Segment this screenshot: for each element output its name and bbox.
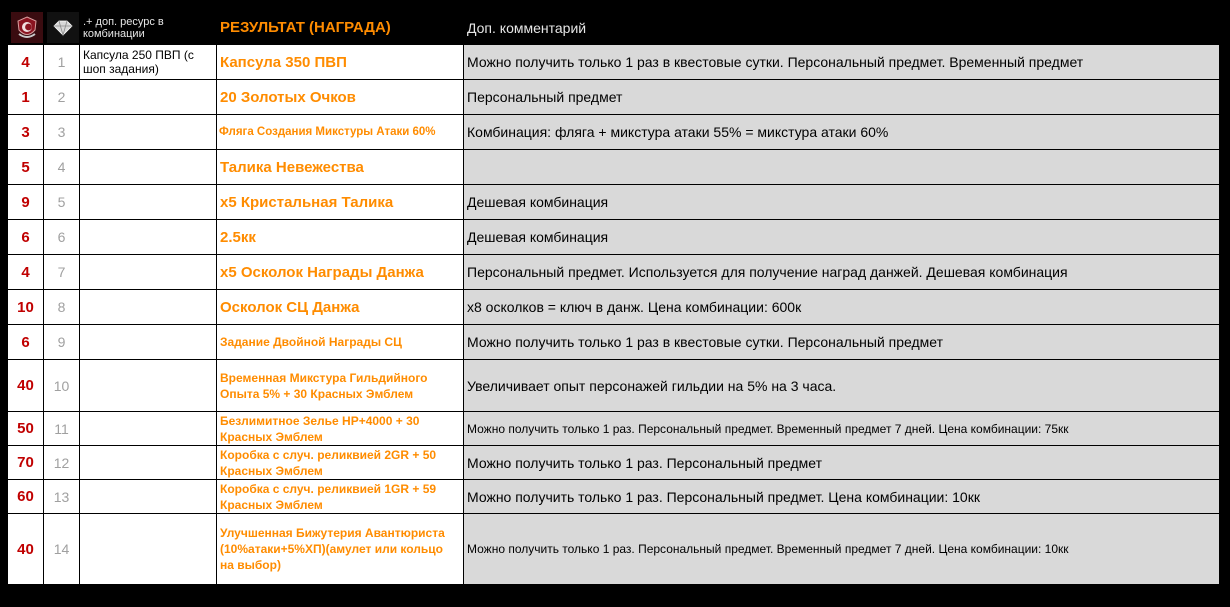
row-number: 5: [44, 185, 80, 220]
result-cell: Улучшенная Бижутерия Авантюриста (10%атаки+5%ХП)(амулет или кольцо на выбор): [217, 514, 464, 585]
cost-cell: 50: [8, 412, 44, 446]
header-num: [44, 11, 80, 45]
table-row: [8, 220, 1220, 255]
result-cell: Капсула 350 ПВП: [217, 45, 464, 80]
comment-cell: Увеличивает опыт персонажей гильдии на 5% на 3 часа.: [464, 360, 1220, 412]
row-number: 1: [44, 45, 80, 80]
cost-cell: 10: [8, 290, 44, 325]
table-row: [8, 255, 1220, 290]
comment-cell: x8 осколков = ключ в данж. Цена комбинации: 600к: [464, 290, 1220, 325]
row-number: 14: [44, 514, 80, 585]
comment-cell: Дешевая комбинация: [464, 220, 1220, 255]
row-number: 3: [44, 115, 80, 150]
header-row: [8, 11, 1220, 45]
row-number: 7: [44, 255, 80, 290]
row-number: 10: [44, 360, 80, 412]
extra-resource-cell: [80, 412, 217, 446]
cost-cell: 5: [8, 150, 44, 185]
table-row: [8, 412, 1220, 446]
result-cell: x5 Кристальная Талика: [217, 185, 464, 220]
crystal-icon: [47, 12, 79, 43]
header-cost: [8, 11, 44, 45]
cost-cell: 70: [8, 446, 44, 480]
rewards-table: [7, 10, 1220, 585]
comment-cell: Персональный предмет: [464, 80, 1220, 115]
extra-resource-cell: [80, 290, 217, 325]
comment-cell: Можно получить только 1 раз. Персональный предмет: [464, 446, 1220, 480]
comment-cell: Можно получить только 1 раз. Персональный предмет. Временный предмет 7 дней. Цена комбинации: 75кк: [464, 412, 1220, 446]
cost-cell: 1: [8, 80, 44, 115]
result-cell: x5 Осколок Награды Данжа: [217, 255, 464, 290]
extra-resource-cell: [80, 480, 217, 514]
table-row: [8, 80, 1220, 115]
row-number: 13: [44, 480, 80, 514]
table-row: [8, 115, 1220, 150]
comment-cell: Можно получить только 1 раз. Персональный предмет. Временный предмет 7 дней. Цена комбинации: 10кк: [464, 514, 1220, 585]
table-row: [8, 45, 1220, 80]
comment-cell: Комбинация: фляга + микстура атаки 55% = микстура атаки 60%: [464, 115, 1220, 150]
comment-cell: [464, 150, 1220, 185]
extra-resource-cell: [80, 185, 217, 220]
cost-cell: 3: [8, 115, 44, 150]
table-row: [8, 360, 1220, 412]
cost-cell: 6: [8, 325, 44, 360]
extra-resource-cell: [80, 255, 217, 290]
table-row: [8, 480, 1220, 514]
extra-resource-cell: [80, 80, 217, 115]
row-number: 2: [44, 80, 80, 115]
row-number: 9: [44, 325, 80, 360]
comment-cell: Персональный предмет. Используется для получение наград данжей. Дешевая комбинация: [464, 255, 1220, 290]
result-cell: Осколок СЦ Данжа: [217, 290, 464, 325]
row-number: 12: [44, 446, 80, 480]
extra-resource-cell: Капсула 250 ПВП (с шоп задания): [80, 45, 217, 80]
row-number: 11: [44, 412, 80, 446]
table-row: [8, 150, 1220, 185]
row-number: 4: [44, 150, 80, 185]
extra-resource-cell: [80, 360, 217, 412]
table-row: [8, 325, 1220, 360]
row-number: 6: [44, 220, 80, 255]
cost-cell: 40: [8, 360, 44, 412]
table-row: [8, 514, 1220, 585]
extra-resource-cell: [80, 446, 217, 480]
result-cell: Задание Двойной Награды СЦ: [217, 325, 464, 360]
table-row: [8, 290, 1220, 325]
result-cell: Безлимитное Зелье HP+4000 + 30 Красных Эмблем: [217, 412, 464, 446]
result-cell: Талика Невежества: [217, 150, 464, 185]
table-row: [8, 446, 1220, 480]
header-result: РЕЗУЛЬТАТ (НАГРАДА): [217, 11, 464, 45]
extra-resource-cell: [80, 115, 217, 150]
comment-cell: Можно получить только 1 раз в квестовые сутки. Персональный предмет. Временный предмет: [464, 45, 1220, 80]
comment-cell: Можно получить только 1 раз в квестовые сутки. Персональный предмет: [464, 325, 1220, 360]
result-cell: 20 Золотых Очков: [217, 80, 464, 115]
extra-resource-cell: [80, 514, 217, 585]
cost-cell: 4: [8, 45, 44, 80]
result-cell: Коробка с случ. реликвией 1GR + 59 Красных Эмблем: [217, 480, 464, 514]
header-extra-resource: .+ доп. ресурс в комбинации: [80, 11, 217, 45]
extra-resource-cell: [80, 220, 217, 255]
result-cell: Фляга Создания Микстуры Атаки 60%: [217, 115, 464, 150]
cost-cell: 6: [8, 220, 44, 255]
comment-cell: Дешевая комбинация: [464, 185, 1220, 220]
result-cell: 2.5кк: [217, 220, 464, 255]
result-cell: Коробка с случ. реликвией 2GR + 50 Красных Эмблем: [217, 446, 464, 480]
table-row: [8, 185, 1220, 220]
comment-cell: Можно получить только 1 раз. Персональный предмет. Цена комбинации: 10кк: [464, 480, 1220, 514]
guild-emblem-icon: [11, 12, 43, 43]
cost-cell: 4: [8, 255, 44, 290]
extra-resource-cell: [80, 325, 217, 360]
cost-cell: 60: [8, 480, 44, 514]
extra-resource-cell: [80, 150, 217, 185]
cost-cell: 9: [8, 185, 44, 220]
row-number: 8: [44, 290, 80, 325]
result-cell: Временная Микстура Гильдийного Опыта 5% + 30 Красных Эмблем: [217, 360, 464, 412]
header-comment: Доп. комментарий: [464, 11, 1220, 45]
cost-cell: 40: [8, 514, 44, 585]
